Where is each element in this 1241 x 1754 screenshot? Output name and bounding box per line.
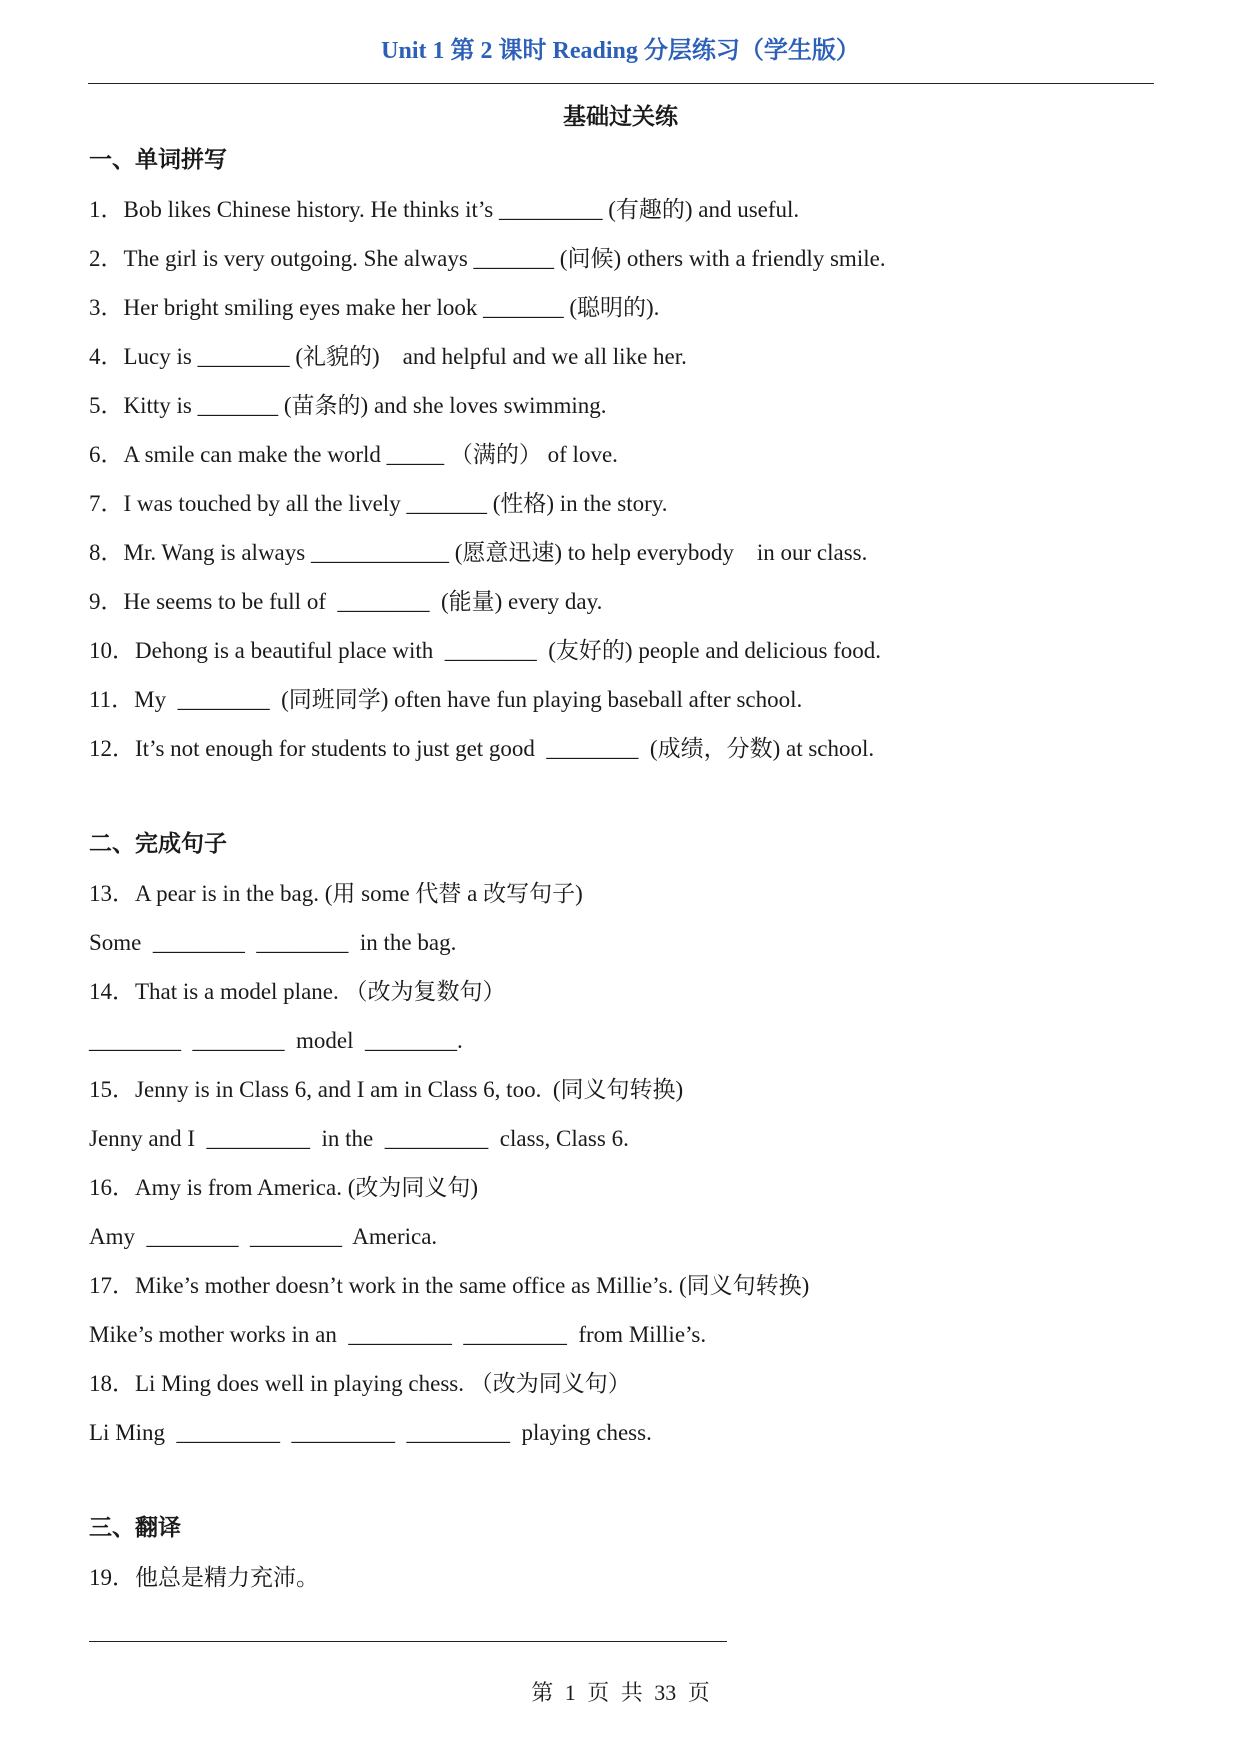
question-6: 6．A smile can make the world _____ （满的） of love. xyxy=(89,442,618,467)
question-8: 8．Mr. Wang is always ____________ (愿意迅速) to help everybody in our class. xyxy=(89,540,868,565)
answer-16: Amy ________ ________ America. xyxy=(89,1224,438,1249)
question-5: 5．Kitty is _______ (苗条的) and she loves swimming. xyxy=(89,393,607,418)
question-18: 18．Li Ming does well in playing chess. （改为同义句） xyxy=(89,1371,631,1396)
question-19: 19．他总是精力充沛。 xyxy=(89,1565,319,1590)
question-12: 12．It’s not enough for students to just get good ________ (成绩，分数) at school. xyxy=(89,736,875,761)
page-number: 第 1 页 共 33 页 xyxy=(531,1680,710,1705)
answer-18: Li Ming _________ _________ _________ playing chess. xyxy=(89,1420,652,1445)
question-16: 16．Amy is from America. (改为同义句) xyxy=(89,1175,479,1200)
question-15: 15．Jenny is in Class 6, and I am in Class 6, too. (同义句转换) xyxy=(89,1077,684,1102)
question-9: 9．He seems to be full of ________ (能量) every day. xyxy=(89,589,603,614)
section-heading: 三、翻译 xyxy=(89,1515,181,1541)
question-11: 11．My ________ (同班同学) often have fun playing baseball after school. xyxy=(89,687,803,712)
question-14: 14．That is a model plane. （改为复数句） xyxy=(89,979,506,1004)
answer-13: Some ________ ________ in the bag. xyxy=(89,930,457,955)
section-translation xyxy=(89,1511,1159,1642)
section-spelling xyxy=(89,143,1159,780)
section-heading: 一、单词拼写 xyxy=(89,147,227,173)
question-2: 2．The girl is very outgoing. She always _______ (问候) others with a friendly smile. xyxy=(89,246,886,271)
header-divider xyxy=(88,83,1154,84)
document-header: Unit 1 第 2 课时 Reading 分层练习（学生版） xyxy=(381,38,860,64)
question-17: 17．Mike’s mother doesn’t work in the same office as Millie’s. (同义句转换) xyxy=(89,1273,810,1298)
answer-14: ________ ________ model ________. xyxy=(89,1028,463,1053)
section-complete-sentences xyxy=(89,827,1159,1464)
question-3: 3．Her bright smiling eyes make her look _______ (聪明的). xyxy=(89,295,660,320)
section-heading: 二、完成句子 xyxy=(89,831,227,857)
answer-17: Mike’s mother works in an _________ _________ from Millie’s. xyxy=(89,1322,707,1347)
exercise-content xyxy=(89,143,1159,1642)
question-13: 13．A pear is in the bag. (用 some 代替 a 改写句子) xyxy=(89,881,583,906)
question-7: 7．I was touched by all the lively _______ (性格) in the story. xyxy=(89,491,668,516)
answer-line-19 xyxy=(89,1641,727,1642)
question-1: 1．Bob likes Chinese history. He thinks it’s _________ (有趣的) and useful. xyxy=(89,197,800,222)
question-10: 10．Dehong is a beautiful place with ________ (友好的) people and delicious food. xyxy=(89,638,882,663)
page-title: 基础过关练 xyxy=(563,104,678,130)
question-4: 4．Lucy is ________ (礼貌的) and helpful and we all like her. xyxy=(89,344,687,369)
answer-15: Jenny and I _________ in the _________ class, Class 6. xyxy=(89,1126,629,1151)
